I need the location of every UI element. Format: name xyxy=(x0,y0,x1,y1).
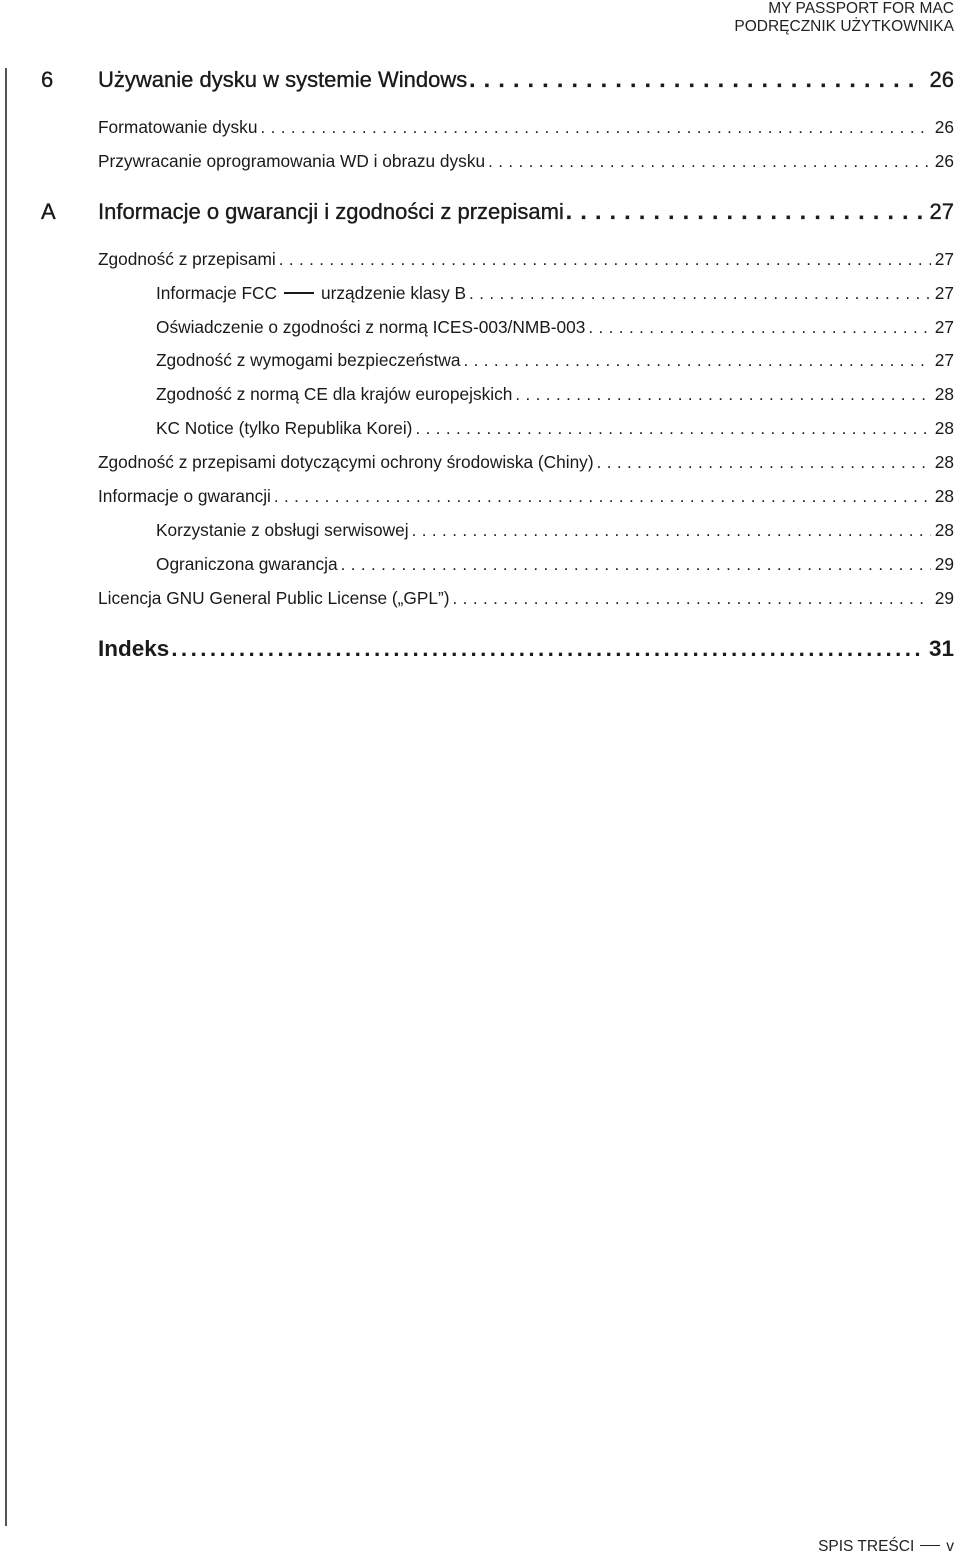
toc-entry-title: Indeks xyxy=(98,636,170,661)
page-footer xyxy=(818,1538,954,1556)
toc-entry-title: Informacje o gwarancji i zgodności z przepisami xyxy=(98,199,564,224)
footer-page-number: v xyxy=(946,1538,954,1555)
dot-leader xyxy=(588,317,930,338)
toc-entry-title: KC Notice (tylko Republika Korei) xyxy=(156,418,413,438)
toc-page-number: 27 xyxy=(934,317,954,337)
dot-leader xyxy=(566,199,922,225)
toc-entry-ograniczona[interactable] xyxy=(156,554,954,575)
toc-page-number: 28 xyxy=(934,520,954,540)
dot-leader xyxy=(515,384,930,405)
toc-entry-title: Licencja GNU General Public License („GPL”) xyxy=(98,588,450,608)
toc-entry-title: Przywracanie oprogramowania WD i obrazu dysku xyxy=(98,151,486,171)
dot-leader xyxy=(274,486,931,507)
toc-chapter-6[interactable] xyxy=(41,67,954,93)
toc-entry-przywracanie[interactable] xyxy=(98,151,954,172)
left-margin-rule xyxy=(5,68,7,1526)
dot-leader xyxy=(469,283,931,304)
toc-page-number: 29 xyxy=(934,588,954,608)
toc-entry-fcc[interactable] xyxy=(156,283,954,304)
toc-entry-kc-notice[interactable] xyxy=(156,418,954,439)
toc-entry-gwarancja-info[interactable] xyxy=(98,486,954,507)
toc-entry-title: Zgodność z przepisami xyxy=(98,249,276,269)
header-manual-title: PODRĘCZNIK UŻYTKOWNIKA xyxy=(734,18,954,35)
toc-entry-chiny[interactable] xyxy=(98,452,954,473)
toc-entry-title: Używanie dysku w systemie Windows xyxy=(98,67,468,92)
dot-leader xyxy=(469,67,921,93)
fcc-title-part1: Informacje FCC xyxy=(156,283,277,303)
toc-entry-title: Formatowanie dysku xyxy=(98,117,258,137)
toc-entry-title: Ograniczona gwarancja xyxy=(156,554,338,574)
toc-entry-index[interactable] xyxy=(98,636,954,662)
toc-page-number: 29 xyxy=(934,554,954,574)
chapter-number: 6 xyxy=(41,67,54,92)
toc-entry-ce[interactable] xyxy=(156,384,954,405)
toc-page-number: 26 xyxy=(934,151,954,171)
dot-leader xyxy=(260,117,930,138)
toc-entry-title: Informacje o gwarancji xyxy=(98,486,271,506)
toc-entry-zgodnosc-przepisami[interactable] xyxy=(98,249,954,270)
toc-entry-title: Zgodność z przepisami dotyczącymi ochrony środowiska (Chiny) xyxy=(98,452,594,472)
toc-page-number: 28 xyxy=(934,418,954,438)
toc-page-number: 27 xyxy=(934,350,954,370)
toc-entry-title xyxy=(156,283,466,304)
dot-leader xyxy=(171,636,921,662)
toc-entry-bezpieczenstwo[interactable] xyxy=(156,350,954,371)
fcc-title-part2: urządzenie klasy B xyxy=(321,283,467,303)
appendix-letter: A xyxy=(41,199,56,224)
toc-page-number: 27 xyxy=(929,199,954,224)
toc-page-number: 31 xyxy=(928,636,954,661)
toc-entry-formatowanie[interactable] xyxy=(98,117,954,138)
dot-leader xyxy=(453,588,931,609)
toc-entry-gpl[interactable] xyxy=(98,588,954,609)
toc-page-number: 26 xyxy=(929,67,954,92)
dot-leader xyxy=(412,520,931,541)
toc-entry-title: Korzystanie z obsługi serwisowej xyxy=(156,520,409,540)
toc-page-number: 28 xyxy=(934,486,954,506)
header-product-title: MY PASSPORT FOR MAC xyxy=(768,0,954,17)
dot-leader xyxy=(488,151,931,172)
footer-dash xyxy=(920,1545,940,1547)
dot-leader xyxy=(279,249,931,270)
toc-entry-title: Zgodność z normą CE dla krajów europejskich xyxy=(156,384,513,404)
toc-entry-ices[interactable] xyxy=(156,317,954,338)
dot-leader xyxy=(597,452,931,473)
toc-entry-title: Zgodność z wymogami bezpieczeństwa xyxy=(156,350,461,370)
em-dash xyxy=(284,292,314,294)
toc-entry-serwis[interactable] xyxy=(156,520,954,541)
toc-page-number: 27 xyxy=(934,283,954,303)
footer-section-label: SPIS TREŚCI xyxy=(818,1538,915,1555)
running-header xyxy=(734,0,954,36)
dot-leader xyxy=(415,418,930,439)
toc-page-number: 26 xyxy=(934,117,954,137)
dot-leader xyxy=(463,350,930,371)
toc-page-number: 27 xyxy=(934,249,954,269)
dot-leader xyxy=(341,554,931,575)
toc-appendix-a[interactable] xyxy=(41,199,954,225)
toc-page-number: 28 xyxy=(934,384,954,404)
toc-entry-title: Oświadczenie o zgodności z normą ICES-003/NMB-003 xyxy=(156,317,586,337)
toc-page-number: 28 xyxy=(934,452,954,472)
